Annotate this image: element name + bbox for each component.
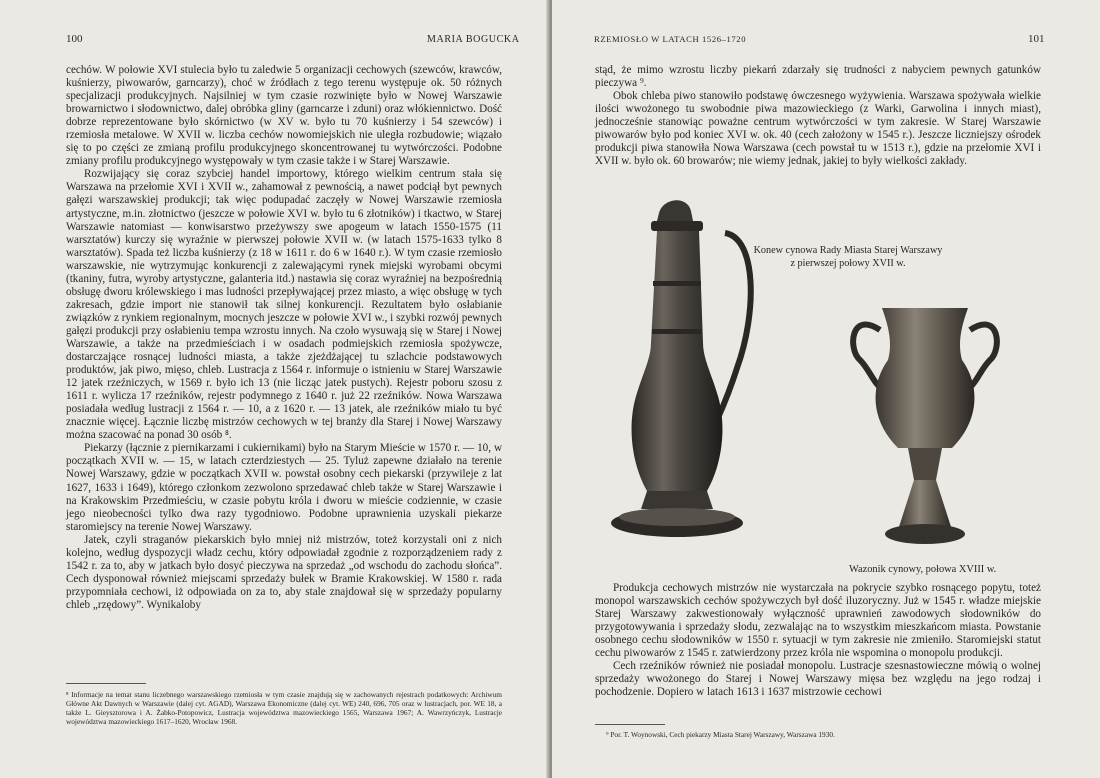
footnote-rule (66, 683, 146, 684)
left-page (0, 0, 549, 778)
right-page (552, 0, 1100, 778)
figure-caption-vase: Wazonik cynowy, połowa XVIII w. (849, 564, 997, 575)
footnote: ⁹ Por. T. Woynowski, Cech piekarzy Miasta Starej Warszawy, Warszawa 1930. (606, 730, 835, 739)
paragraph: Piekarzy (łącznie z piernikarzami i cukiernikami) było na Starym Mieście w 1570 r. — 10, w początkach XVII w. — 15, w latach czterdziestych — 25. Tyluż zapewne działało na terenie Nowej Warszawy, gdzie w początkach XVII w. powstał osobny cech piekarski (przywileje z lat 1627, 1633 i 1649), którego członkom zezwolono sprzedawać chleb także w Starej Warszawie i na Krakowskim Przedmieściu, w czasie pobytu króla i dworu w mieście codziennie, w czasie jego nieobecności tylko dwa razy tygodniowo. Podobne uprawnienia uzyskali piekarze staromiejscy na terenie Nowej Warszawy. (66, 442, 502, 533)
right-body-text-bottom (595, 582, 1041, 699)
paragraph: Jatek, czyli straganów piekarskich było mniej niż mistrzów, toteż korzystali oni z nich kolejno, według dyspozycji władz cechu, który odpowiadał zgodnie z rozporządzeniem rady z 1542 r. za to, aby w jatkach było dosyć pieczywa na sprzedaż „od wschodu do zachodu słońca”. Cech dysponował również miejscami sprzedaży bułek w Bramie Krakowskiej. W 1580 r. rada przypomniała cechowi, iż odpowiada on za to, aby stale znajdował się w sprzedaży popularny chleb „rzędowy”. Wynikaloby (66, 533, 502, 611)
figure-caption-jug: Konew cynowa Rady Miasta Starej Warszawy z pierwszej połowy XVII w. (753, 245, 943, 269)
footnote: ⁸ Informacje na temat stanu liczebnego warszawskiego rzemiosła w tym czasie znajdują się w zachowanych rejestrach podatkowych: Archiwum Główne Akt Dawnych w Warszawie (dalej cyt. AGAD), Warszawa Ekonomiczne (dalej cyt. WE) 240, 696, 705 oraz w lustracjach, por. WE 18, a także L. Gieysztorowa i A. Żabko-Potopowicz, Lustracja województwa mazowieckiego 1565, Warszawa 1967; A. Wawrzyńczyk, Lustracje województwa mazowieckiego 1617–1620, Wrocław 1968. (66, 690, 502, 726)
running-head: MARIA BOGUCKA (427, 34, 520, 45)
paragraph: Produkcja cechowych mistrzów nie wystarczała na pokrycie szybko rosnącego popytu, toteż monopol warszawskich cechów spożywczych był dość iluzoryczny. Już w 1545 r. władze miejskie Starej Warszawy zakwestionowały wyłączność uprawnień zawodowych słodowników do przygotowywania i sprzedaży słodu, zezwalając na to wszystkim mieszkańcom miasta. Powstanie osobnego cechu słodowników w 1550 r. sytuacji w tym zakresie nie zmieniło. Staromiejski statut cechu piwowarów z 1545 r. zatwierdzony przez króla nie wspomina o monopolu produkcji. (595, 582, 1041, 660)
paragraph: stąd, że mimo wzrostu liczby piekarń zdarzały się trudności z nabyciem pewnych gatunków pieczywa ⁹. (595, 64, 1041, 90)
paragraph: cechów. W połowie XVI stulecia było tu zaledwie 5 organizacji cechowych (szewców, krawców, kuśnierzy, piwowarów, garncarzy), choć w źródłach z tego terenu występuje ok. 50 różnych specjalizacji produkcyjnych. Najsilniej w tym czasie rozwinięte było w Nowej Warszawie browarnictwo i słodownictwo, dalej obróbka gliny (garncarze i zduni) oraz włókiennictwo. Dość dobrze reprezentowane było skórnictwo (w XV w. było tu 70 kuśnierzy i 54 szewców) i rzemiosła metalowe. W XVII w. liczba cechów nowomiejskich nie uległa rozbudowie; wiązało się to po części ze zmianą profilu produkcyjnego skoncentrowanej tu wytwórczości. Podobne zmiany profilu produkcyjnego występowały w tym czasie także i w Starej Warszawie. (66, 64, 502, 168)
paragraph: Rozwijający się coraz szybciej handel importowy, którego wielkim centrum stała się Warszawa na przełomie XVI i XVII w., zahamował z pewnością, a nawet podciął byt pewnych gałęzi warszawskiej produkcji; tak więc podupadać zaczęły w Nowej Warszawie rzemiosła artystyczne, m.in. złotnictwo (jeszcze w połowie XVI w. było tu 6 złotników) i tkactwo, w Starej Warszawie natomiast — konwisarstwo przeżywszy swe apogeum w latach 1550-1575 (11 warsztatów) kurczy się wyraźnie w pierwszej połowie XVII w. (w latach 1575-1633 tylko 8 warsztatów). Spada też liczba kuśnierzy (z 18 w 1611 r. do 6 w 1640 r.). W tym czasie rzemiosło warszawskie, nie wytrzymując konkurencji z zalewającymi rynek miejski wyrobami obcymi (tkaniny, futra, wyroby artystyczne, galanteria itd.) nastawia się coraz wyraźniej na bezpośrednią obsługę dworu królewskiego i mas ludności przepływającej przez miasto, a więc obsługę w tych zakresach, gdzie import nie stanowił tak silnej konkurencji. Rezultatem było osłabianie związków z rynkiem regionalnym, mocnych jeszcze w połowie XVI w., i szybki rozwój pewnych gałęzi produkcji przy osłabieniu tempa wzrostu innych. Na czoło wysuwają się w Starej i Nowej Warszawie, a także na przedmieściach i w osadach podmiejskich rzemiosła spożywcze, dostarczające rosnącej ludności miasta, a także zjeżdżającej tu szlachcie podstawowych produktów, jak piwo, mięso, chleb. Lustracja z 1564 r. informuje o istnieniu w Starej Warszawie 12 jatek rzeźniczych, w 1569 r. było ich 13 (nie licząc jatek pustych). Rejestr poboru szosu z 1611 r. wylicza 17 rzeźników, rejestr podymnego z 1640 r. już 22 rzeźników. Nowa Warszawa posiadała według lustracji z 1564 r. — 10, a z 1620 r. — 13 jatek, ale rzeźników miało tu być znacznie więcej. Łącznie liczbę mistrzów cechowych w tej branży dla Starej i Nowej Warszawy można szacować na ponad 30 osób ⁸. (66, 168, 502, 442)
page-number: 100 (66, 33, 83, 45)
right-body-text-top (595, 64, 1041, 168)
running-head: RZEMIOSŁO W LATACH 1526–1720 (594, 34, 747, 44)
footnote-rule (595, 724, 665, 725)
paragraph: Obok chleba piwo stanowiło podstawę ówczesnego wyżywienia. Warszawa spożywała wielkie ilości wwożonego tu swobodnie piwa mazowieckiego (z Warki, Garwolina i innych miast), jednocześnie stanowiąc poważne centrum wytwórczości w tym zakresie. W Starej Warszawie piwowarów było pod koniec XVI w. ok. 40 (cech założony w 1545 r.). Jeszcze liczniejszy ośrodek produkcji piwa stanowiła Nowa Warszawa (cech powstał tu w 1513 r.), gdzie na przełomie XVI i XVII w. było ok. 60 browarów; nie wiemy jednak, jakiej to były wielkości zakłady. (595, 90, 1041, 168)
paragraph: Cech rzeźników również nie posiadał monopolu. Lustracje szesnastowieczne mówią o wolnej sprzedaży wwożonego do Starej i Nowej Warszawy mięsa bez względu na jego rodzaj i pochodzenie. Dopiero w latach 1613 i 1637 mistrzowie cechowi (595, 660, 1041, 699)
page-number: 101 (1028, 33, 1045, 45)
left-body-text (66, 64, 502, 612)
pewter-vase-image (840, 290, 1010, 560)
